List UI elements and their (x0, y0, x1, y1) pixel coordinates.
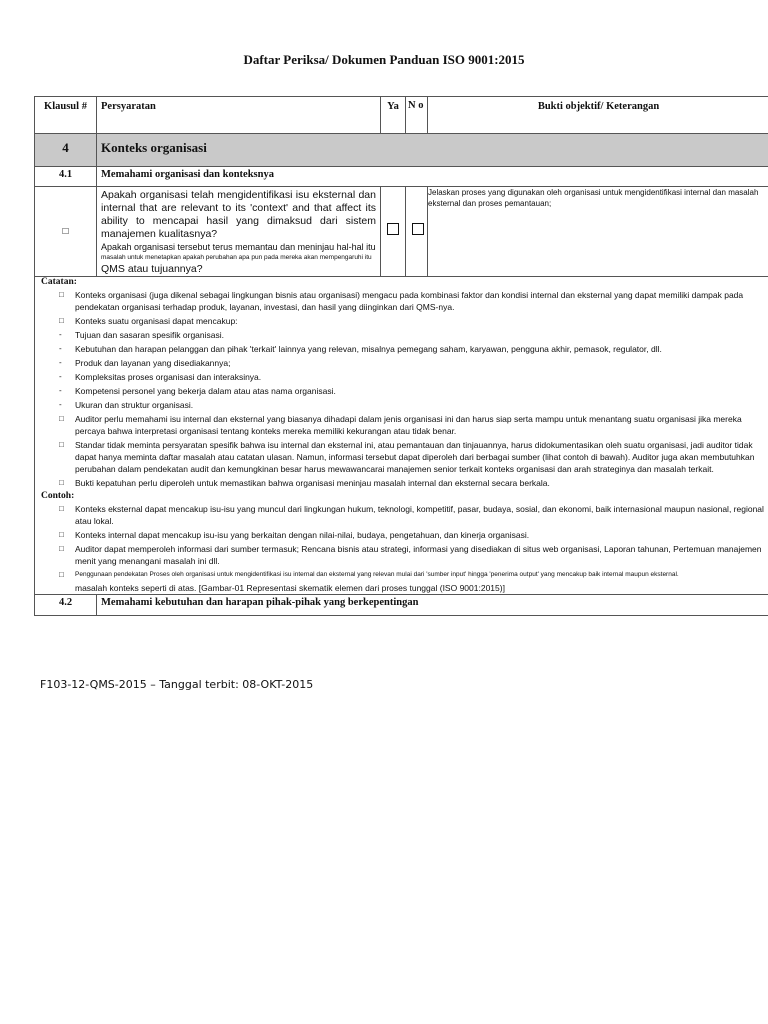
dash-bullet: - (59, 372, 62, 381)
list-item (35, 543, 768, 567)
list-item-text: Tujuan dan sasaran spesifik organisasi. (75, 330, 224, 340)
list-item-text: masalah konteks seperti di atas. [Gambar-01 Representasi skematik elemen dari proses tunggal (ISO 9001:2015)] (75, 583, 505, 593)
subsection-title: Memahami organisasi dan konteksnya (97, 167, 768, 187)
question-row (35, 187, 768, 277)
list-item (35, 569, 768, 580)
list-item-text: Kebutuhan dan harapan pelanggan dan pihak 'terkait' lainnya yang relevan, misalnya pemegang saham, karyawan, pengguna akhir, pemasok, regulator, dll. (75, 344, 662, 354)
list-item-text: Ukuran dan struktur organisasi. (75, 400, 194, 410)
checkbox-bullet-icon: □ (59, 530, 64, 539)
no-cell (406, 187, 428, 277)
notes-label: Catatan: (41, 277, 77, 287)
examples-label: Contoh: (41, 491, 75, 501)
ya-checkbox[interactable] (387, 223, 399, 235)
notes-cell (35, 277, 768, 595)
section-number: 4 (35, 134, 97, 167)
notes-list (35, 289, 768, 489)
notes-row (35, 277, 768, 595)
header-bukti: Bukti objektif/ Keterangan (428, 97, 768, 134)
list-item (35, 315, 768, 327)
list-item (35, 399, 768, 411)
list-item (35, 357, 768, 369)
list-item-text: Auditor dapat memperoleh informasi dari sumber termasuk; Rencana bisnis atau strategi, informasi yang disediakan di situs web organisasi, Laporan tahunan, Pertemuan manajemen menit yang menangani masalah ini dll. (75, 544, 762, 566)
list-item-text: Konteks organisasi (juga dikenal sebagai lingkungan bisnis atau organisasi) mengacu pada kombinasi faktor dan kondisi internal dan eksternal yang dapat memiliki dampak pada pendekatan organisasi terhadap produk, layanan, investasi, dan hasil yang diinginkan dari QMS-nya. (75, 290, 744, 312)
question-text-1: Apakah organisasi telah mengidentifikasi isu eksternal dan internal that are relevant to its 'context' and that affect its ability to mencapai hasil yang dimaksud dari sistem manajemen kualitasnya? (101, 189, 376, 240)
ya-cell (381, 187, 406, 277)
dash-bullet: - (59, 358, 62, 367)
list-item (35, 371, 768, 383)
checkbox-bullet-icon: □ (59, 504, 64, 513)
subsection-row-4-2 (35, 595, 768, 616)
list-item (35, 582, 768, 594)
section-title: Konteks organisasi (97, 134, 768, 167)
dash-bullet: - (59, 400, 62, 409)
checkbox-bullet-icon: □ (59, 544, 64, 553)
document-title: Daftar Periksa/ Dokumen Panduan ISO 9001:2015 (243, 52, 525, 67)
list-item-text: Konteks suatu organisasi dapat mencakup: (75, 316, 238, 326)
question-marker-icon: □ (35, 187, 97, 277)
list-item-text: Kompetensi personel yang bekerja dalam atau atas nama organisasi. (75, 386, 336, 396)
examples-list (35, 503, 768, 594)
dash-bullet: - (59, 344, 62, 353)
list-item (35, 529, 768, 541)
header-no: N o (406, 97, 428, 134)
list-item-text: Produk dan layanan yang disediakannya; (75, 358, 231, 368)
list-item-text: Konteks internal dapat mencakup isu-isu yang berkaitan dengan nilai-nilai, budaya, pengetahuan, dan kinerja organisasi. (75, 530, 530, 540)
question-text-4: QMS atau tujuannya? (101, 263, 203, 275)
header-ya: Ya (381, 97, 406, 134)
checkbox-bullet-icon: □ (59, 478, 64, 487)
checkbox-bullet-icon: □ (59, 316, 64, 325)
list-item (35, 477, 768, 489)
list-item (35, 343, 768, 355)
list-item-text: Auditor perlu memahami isu internal dan eksternal yang biasanya dihadapi dalam jenis organisasi ini dan harus siap serta mampu untuk menantang suatu organisasi jika mereka percaya bahwa interpretasi organisasi tentang konteks mereka memiliki kekurangan atau tidak benar. (75, 414, 742, 436)
dash-bullet: - (59, 330, 62, 339)
question-text-3: masalah untuk menetapkan apakah perubahan apa pun pada mereka akan mempengaruhi itu (101, 254, 372, 261)
subsection-number: 4.2 (35, 595, 97, 616)
header-persyaratan: Persyaratan (97, 97, 381, 134)
question-cell (97, 187, 381, 277)
subsection-title: Memahami kebutuhan dan harapan pihak-pihak yang berkepentingan (97, 595, 768, 616)
subsection-row-4-1 (35, 167, 768, 187)
list-item-text: Penggunaan pendekatan Proses oleh organisasi untuk mengidentifikasi isu internal dan eksternal yang relevan mulai dari 'sumber input' hingga 'penerima output' yang mencakup baik internal maupun eksternal. (75, 571, 679, 578)
list-item (35, 329, 768, 341)
checkbox-bullet-icon: □ (59, 290, 64, 299)
document-id-footer: F103-12-QMS-2015 – Tanggal terbit: 08-OKT-2015 (40, 678, 314, 691)
list-item-text: Konteks eksternal dapat mencakup isu-isu yang muncul dari lingkungan hukum, teknologi, kompetitif, pasar, budaya, sosial, dan ekonomi, baik internasional maupun nasional, regional atau lokal. (75, 504, 764, 526)
dash-bullet: - (59, 386, 62, 395)
list-item (35, 413, 768, 437)
list-item (35, 289, 768, 313)
header-klausul: Klausul # (35, 97, 97, 134)
checkbox-bullet-icon: □ (59, 570, 64, 579)
list-item-text: Kompleksitas proses organisasi dan interaksinya. (75, 372, 262, 382)
list-item (35, 385, 768, 397)
checkbox-bullet-icon: □ (59, 440, 64, 449)
list-item-text: Standar tidak meminta persyaratan spesifik bahwa isu internal dan eksternal ini, atau pemantauan dan tinjauannya, harus didokumentasikan oleh suatu organisasi, jadi auditor tidak dapat hanya meminta daftar masalah atau catatan ulasan. Namun, informasi tersebut dapat diperoleh dari berbagai sumber (lihat contoh di bawah). Auditor juga akan membutuhkan perubahan dalam pendekatan audit dan kemungkinan besar harus mewawancarai manajemen senior terkait konteks organisasi dan arah strateginya dan masalah terkait. (75, 440, 755, 474)
subsection-number: 4.1 (35, 167, 97, 187)
table-header-row (35, 97, 768, 134)
checkbox-bullet-icon: □ (59, 414, 64, 423)
list-item (35, 439, 768, 475)
no-checkbox[interactable] (412, 223, 424, 235)
list-item-text: Bukti kepatuhan perlu diperoleh untuk memastikan bahwa organisasi meninjau masalah internal dan eksternal secara berkala. (75, 478, 550, 488)
list-item (35, 503, 768, 527)
question-text-2: Apakah organisasi tersebut terus memantau dan meninjau hal-hal itu (101, 242, 376, 252)
evidence-text: Jelaskan proses yang digunakan oleh organisasi untuk mengidentifikasi internal dan masalah eksternal dan proses pemantauan; (428, 187, 768, 277)
section-row (35, 134, 768, 167)
checklist-table (34, 96, 768, 616)
